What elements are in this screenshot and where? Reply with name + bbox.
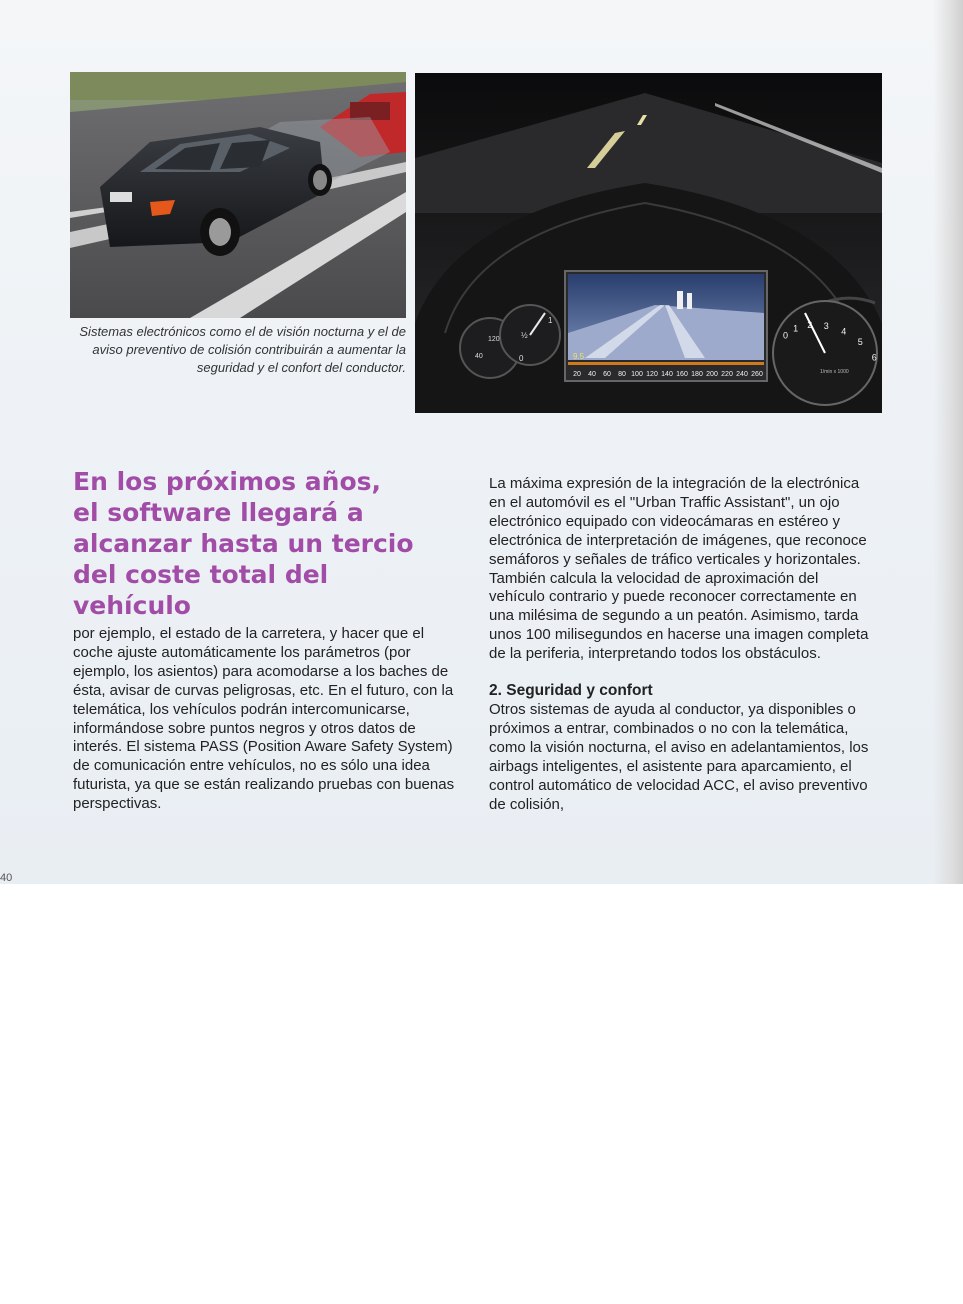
fuel-gauge-full: 1 [548, 316, 553, 325]
right-paragraph-2: Otros sistemas de ayuda al conductor, ya disponibles o próximos a entrar, combinados o no con la telemática, como la visión nocturna, el aviso en adelantamientos, los airbags inteligentes, el asistente para aparcamiento, el control automático de velocidad ACC, el aviso preventivo de colisión, [489, 700, 869, 813]
right-paragraph-1: La máxima expresión de la integración de la electrónica en el automóvil es el "Urban Traffic Assistant", un ojo electrónico equipado con videocámaras en estéreo y electrónica de interpretación de imágenes, que reconoce semáforos y señales de tráfico verticales y horizontales. También calcula la velocidad de aproximación del vehículo contrario y puede reconocer correctamente en una milésima de segundo a un peatón. Asimismo, tarda unos 100 milisegundos en hacerse una imagen completa de la periferia, interpretando todos los obstáculos. [489, 475, 869, 663]
right-column [489, 475, 875, 814]
fuel-gauge-half: ½ [521, 331, 528, 340]
headline-line-3: alcanzar hasta un tercio [73, 529, 414, 558]
temp-gauge-low: 40 [475, 353, 483, 360]
rpm-unit-label: 1/min x 1000 [820, 369, 849, 375]
speed-tick-label: 100 [631, 371, 643, 378]
headline-line-1: En los próximos años, [73, 467, 382, 496]
fuel-gauge-empty: 0 [519, 354, 524, 363]
speed-tick-label: 80 [618, 371, 626, 378]
rpm-tick-label: 2 [807, 320, 813, 331]
rpm-tick-label: 3 [823, 320, 829, 331]
speed-tick-label: 140 [661, 371, 673, 378]
night-vision-dashboard-photo [415, 73, 887, 413]
rpm-tick-label: 4 [841, 326, 847, 337]
rpm-tick-label: 5 [857, 337, 863, 348]
page-gutter-shadow [933, 0, 963, 884]
section-subheading: 2. Seguridad y confort [489, 682, 653, 700]
speed-tick-label: 20 [573, 371, 581, 378]
pull-quote-headline [73, 466, 453, 621]
rpm-tick-label: 6 [871, 352, 877, 363]
speed-tick-label: 120 [646, 371, 658, 378]
photo-caption: Sistemas electrónicos como el de visión nocturna y el de aviso preventivo de colisión contribuirán a aumentar la seguridad y el confort del conductor. [79, 324, 406, 375]
speed-tick-label: 260 [751, 371, 763, 378]
car-collision-photo [70, 72, 406, 318]
dashboard-illustration [415, 73, 887, 413]
speed-tick-label: 240 [736, 371, 748, 378]
headline-line-2: el software llegará a [73, 498, 364, 527]
page-number: 40 [0, 872, 13, 884]
speed-tick-label: 160 [676, 371, 688, 378]
speed-tick-label: 60 [603, 371, 611, 378]
left-paragraph: por ejemplo, el estado de la carretera, y hacer que el coche ajuste automáticamente los parámetros (por ejemplo, los asientos) para acomodarse a los baches de ésta, avisar de curvas peligrosas, etc. En el futuro, con la telemática, los vehículos podrán intercomunicarse, informándose sobre puntos negros y otros datos de interés. El sistema PASS (Position Aware Safety System) de comunicación entre vehículos, no es sólo una idea futurista, ya que se están realizando pruebas con buenas perspectivas. [73, 625, 455, 813]
rpm-tick-label: 0 [783, 330, 789, 341]
car-illustration [70, 72, 406, 318]
rpm-tick-label: 1 [793, 323, 799, 334]
speed-tick-label: 220 [721, 371, 733, 378]
speed-tick-label: 200 [706, 371, 718, 378]
headline-line-4: del coste total del vehículo [73, 560, 329, 620]
speed-tick-label: 40 [588, 371, 596, 378]
rpm-tick-label: 7 [881, 370, 887, 381]
speed-tick-label: 180 [691, 371, 703, 378]
temp-gauge-label: 120 [488, 336, 500, 343]
left-column [73, 625, 465, 814]
odometer-readout: 9.5 [573, 352, 585, 361]
